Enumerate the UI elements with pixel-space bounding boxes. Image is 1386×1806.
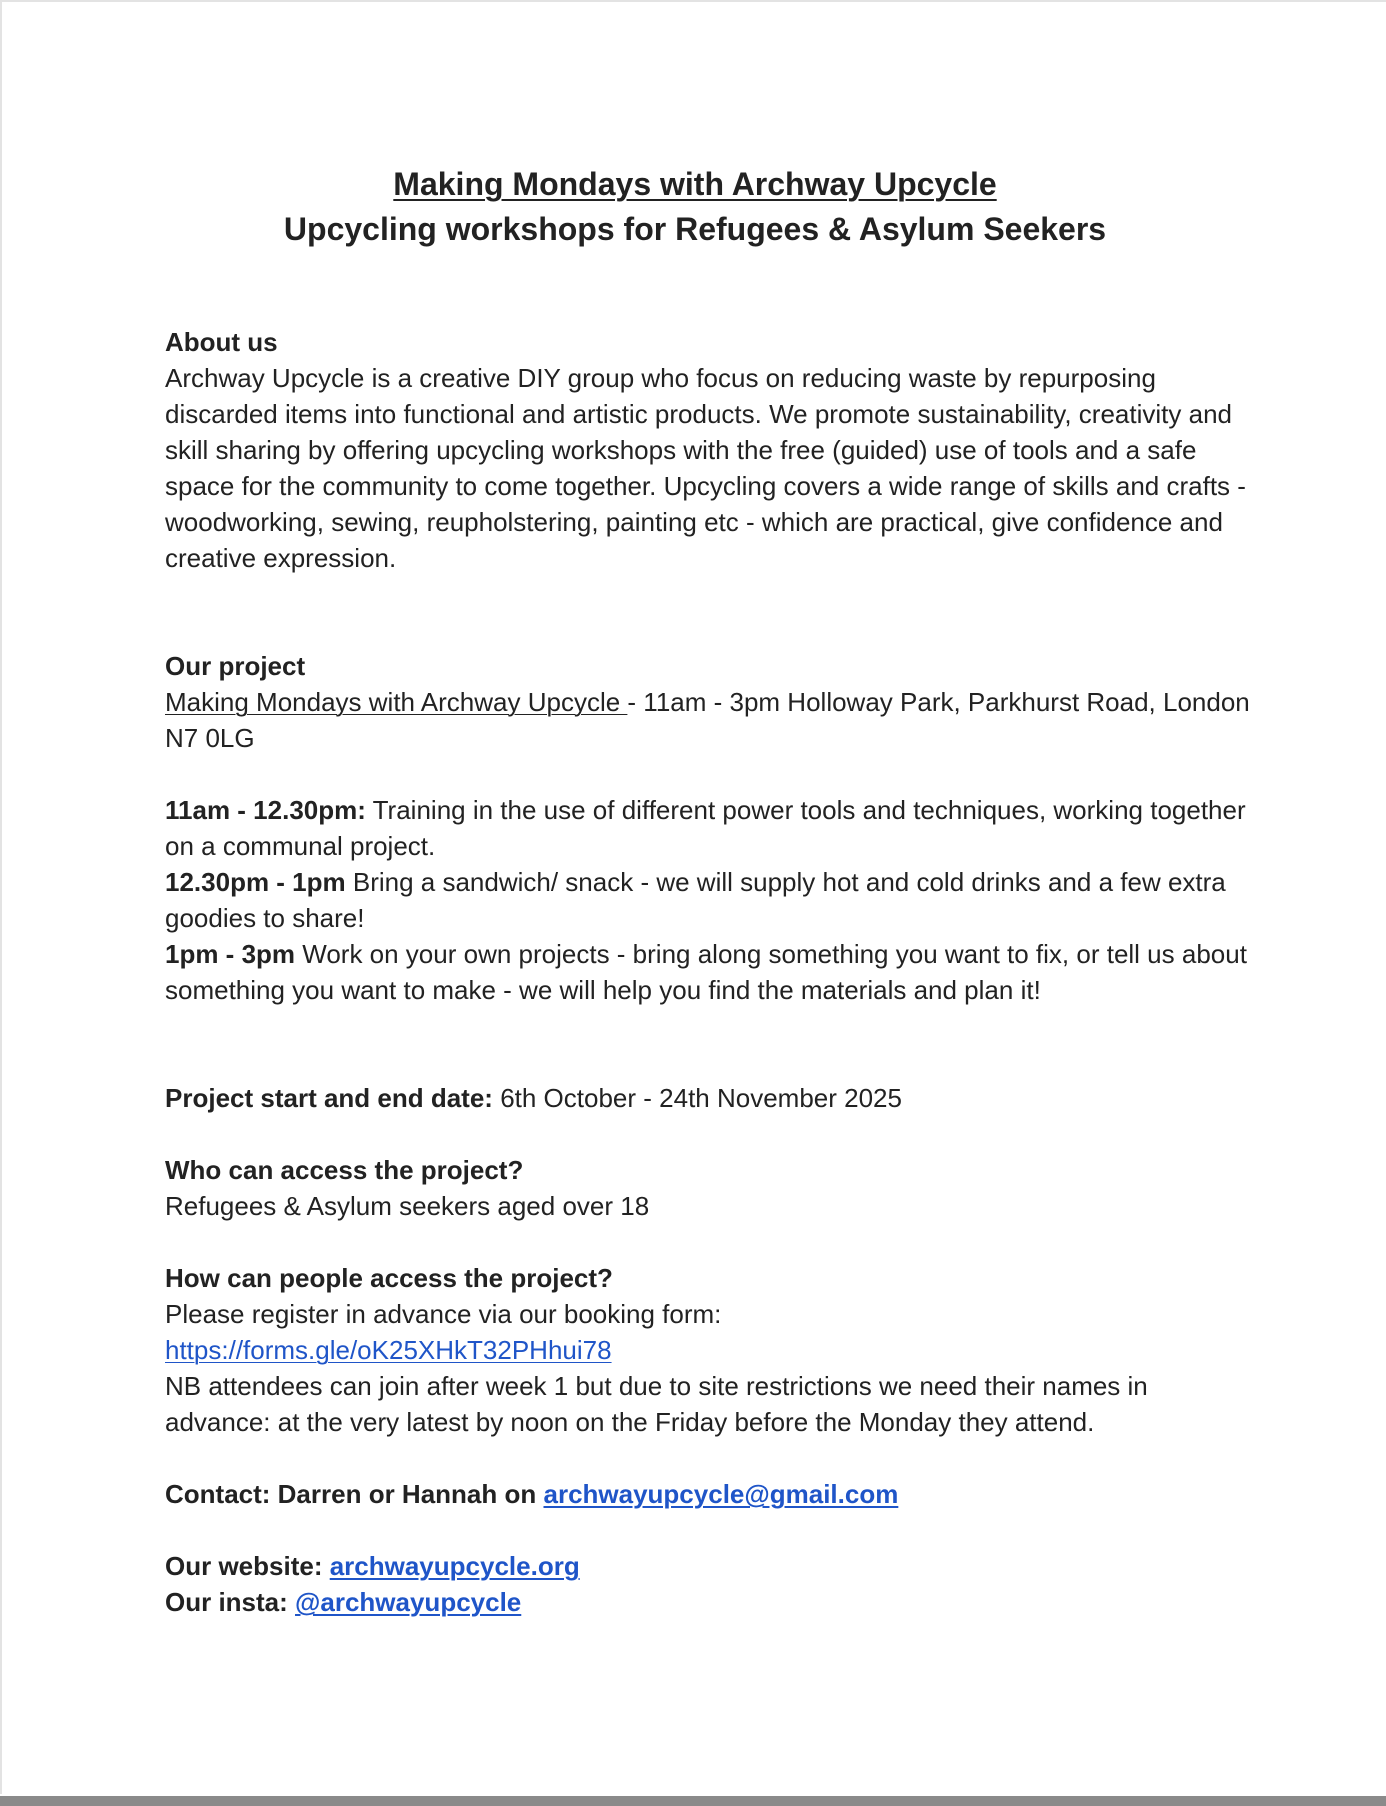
schedule-item <box>165 864 1255 936</box>
schedule-text: Bring a sandwich/ snack - we will supply hot and cold drinks and a few extra goodies to share! <box>165 867 1226 933</box>
schedule-item <box>165 792 1255 864</box>
who-text: Refugees & Asylum seekers aged over 18 <box>165 1191 650 1221</box>
about-heading: About us <box>165 327 278 357</box>
dates-section <box>165 1080 1255 1116</box>
title-line-2: Upcycling workshops for Refugees & Asylum Seekers <box>283 211 1107 247</box>
insta-line <box>165 1584 1255 1620</box>
project-details <box>165 684 1255 756</box>
schedule-section <box>165 792 1255 1008</box>
contact-section <box>165 1476 1255 1512</box>
website-line <box>165 1548 1255 1584</box>
about-body: Archway Upcycle is a creative DIY group who focus on reducing waste by repurposing discarded items into functional and artistic products. We promote sustainability, creativity and skill sharing by offering upcycling workshops with the free (guided) use of tools and a safe space for the community to come together. Upcycling covers a wide range of skills and crafts - woodworking, sewing, reupholstering, painting etc - which are practical, give confidence and creative expression. <box>165 363 1246 573</box>
project-name: Making Mondays with Archway Upcycle <box>165 687 628 717</box>
how-section <box>165 1260 1255 1440</box>
project-section <box>165 648 1255 756</box>
title-line-1: Making Mondays with Archway Upcycle <box>393 166 997 202</box>
project-heading: Our project <box>165 651 306 681</box>
insta-label: Our insta: <box>165 1587 296 1617</box>
document-content <box>165 162 1255 1620</box>
who-heading: Who can access the project? <box>165 1155 524 1185</box>
document-title <box>165 162 1225 252</box>
how-note: NB attendees can join after week 1 but due to site restrictions we need their names in advance: at the very latest by noon on the Friday before the Monday they attend. <box>165 1371 1148 1437</box>
dates-label: Project start and end date: <box>165 1083 493 1113</box>
schedule-time: 11am - 12.30pm: <box>165 795 366 825</box>
schedule-time: 12.30pm - 1pm <box>165 867 346 897</box>
schedule-time: 1pm - 3pm <box>165 939 296 969</box>
website-link[interactable]: archwayupcycle.org <box>329 1551 580 1581</box>
schedule-item <box>165 936 1255 1008</box>
how-heading: How can people access the project? <box>165 1263 613 1293</box>
about-section <box>165 324 1255 576</box>
booking-form-link[interactable]: https://forms.gle/oK25XHkT32PHhui78 <box>165 1335 612 1365</box>
contact-email-link[interactable]: archwayupcycle@gmail.com <box>543 1479 899 1509</box>
contact-label: Contact: Darren or Hannah on <box>165 1479 544 1509</box>
how-intro: Please register in advance via our booking form: <box>165 1299 722 1329</box>
insta-link[interactable]: @archwayupcycle <box>295 1587 522 1617</box>
who-section <box>165 1152 1255 1224</box>
links-section <box>165 1548 1255 1620</box>
dates-value: 6th October - 24th November 2025 <box>492 1083 902 1113</box>
project-location: - 11am - 3pm Holloway Park, Parkhurst Road, London N7 0LG <box>165 687 1250 753</box>
schedule-text: Work on your own projects - bring along something you want to fix, or tell us about something you want to make - we will help you find the materials and plan it! <box>165 939 1247 1005</box>
bottom-scrollbar <box>0 1796 1386 1806</box>
website-label: Our website: <box>165 1551 330 1581</box>
schedule-text: Training in the use of different power tools and techniques, working together on a communal project. <box>165 795 1246 861</box>
